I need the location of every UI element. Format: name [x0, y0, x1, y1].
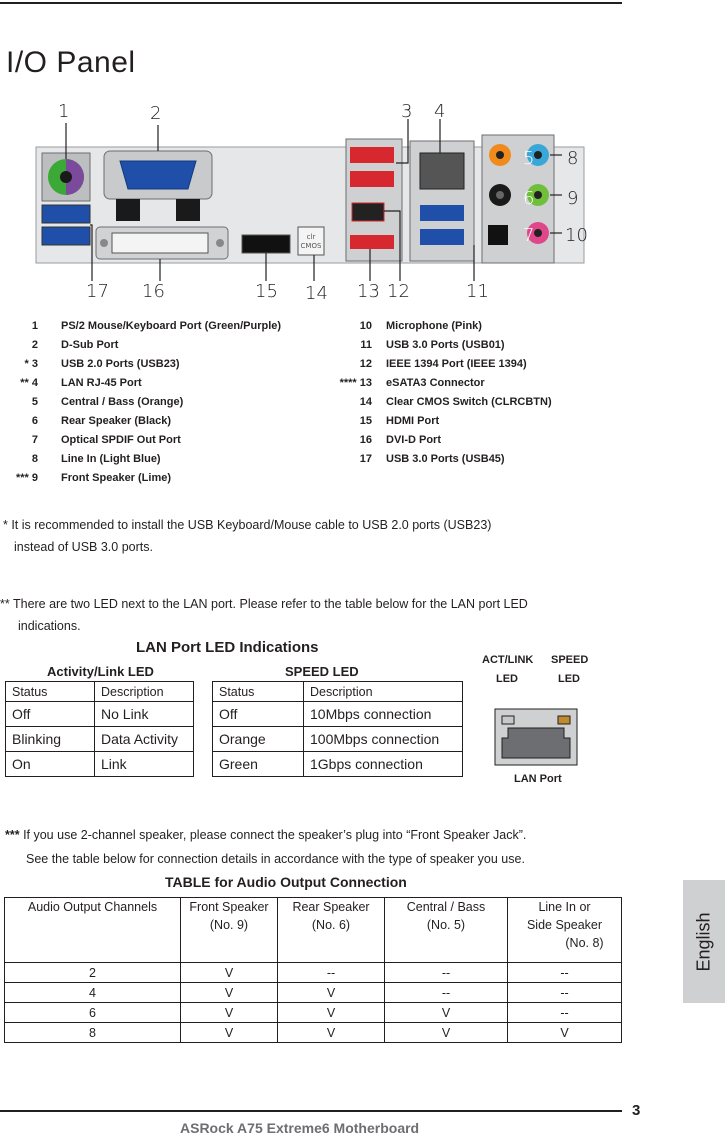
table-row: 2 V -- -- -- [5, 963, 622, 983]
act-led-label: LED [496, 673, 518, 685]
table-header: Audio Output Channels [5, 898, 181, 963]
activity-led-title: Activity/Link LED [47, 664, 154, 679]
note-usb-line1: * It is recommended to install the USB Keyboard/Mouse cable to USB 2.0 ports (USB23) [3, 518, 492, 532]
note-lan-line1: ** There are two LED next to the LAN port. Please refer to the table below for the LAN port LED [0, 597, 528, 611]
callout-6: 6 [523, 188, 535, 209]
act-led-light [502, 716, 514, 724]
top-rule [0, 2, 622, 4]
speed-led-title: SPEED LED [285, 664, 359, 679]
table-header: Status [6, 682, 95, 702]
callout-12: 12 [387, 281, 410, 302]
activity-led-table [5, 681, 194, 777]
speed-led-table [212, 681, 463, 777]
footer-rule [0, 1110, 622, 1112]
callout-3: 3 [401, 101, 413, 122]
hdmi-port [242, 235, 290, 253]
usb23-port-a [350, 147, 394, 163]
callout-2: 2 [150, 103, 162, 124]
dsub-port [120, 161, 196, 189]
usb45-port-a [42, 205, 90, 223]
callout-7: 7 [523, 225, 535, 246]
act-link-label: ACT/LINK [482, 654, 534, 666]
footer-text: ASRock A75 Extreme6 Motherboard [180, 1120, 420, 1136]
page-title: I/O Panel [6, 46, 136, 79]
table-header-row [5, 898, 622, 963]
spdif-port [488, 225, 508, 245]
speed-led-light [558, 716, 570, 724]
table-row: Off No Link [6, 702, 194, 727]
callout-4: 4 [434, 101, 446, 122]
esata-port [350, 235, 394, 249]
language-tab-label: English [693, 911, 714, 972]
callout-14: 14 [305, 283, 328, 304]
table-header: Rear Speaker (No. 6) [278, 898, 385, 963]
table-row: Orange 100Mbps connection [213, 727, 463, 752]
led-table-title: LAN Port LED Indications [136, 639, 319, 656]
audio-output-table [4, 897, 622, 1043]
page-number: 3 [632, 1102, 641, 1119]
ieee1394-port [352, 203, 384, 221]
lan-port-label: LAN Port [514, 773, 562, 785]
note-lan-line2: indications. [18, 619, 81, 633]
usb01-port-a [420, 205, 464, 221]
table-row: 8 V V V V [5, 1023, 622, 1043]
audio-table-title: TABLE for Audio Output Connection [165, 874, 407, 890]
lan-port [420, 153, 464, 189]
callout-1: 1 [58, 101, 70, 122]
table-row: Green 1Gbps connection [213, 752, 463, 777]
note-usb-line2: instead of USB 3.0 ports. [14, 540, 153, 554]
usb45-port-b [42, 227, 90, 245]
table-row: Off 10Mbps connection [213, 702, 463, 727]
table-header: Status [213, 682, 304, 702]
callout-17: 17 [86, 281, 109, 302]
speed-led-label: LED [558, 673, 580, 685]
table-header: Description [304, 682, 463, 702]
usb23-port-b [350, 171, 394, 187]
callout-11: 11 [466, 281, 489, 302]
parts-list: 1 PS/2 Mouse/Keyboard Port (Green/Purple) 2 D-Sub Port * 3 USB 2.0 Ports (USB23) ** 4 LAN RJ-45 Port 5 Central / Bass (Orange) 6 Rear Speaker (Black) 7 Optical SPDIF Out Port 8 Line In (Light Blue) *** 9 Front Speaker (Lime) 10 Microphone (Pink) 11 USB 3.0 Ports (USB01) 12 IEEE 1394 Port (IEEE 1394) **** 13 eSATA3 Connector 14 Clear CMOS Switch (CLRCBTN) 15 HDMI Port 16 DVI-D Port 17 USB 3.0 Ports (USB45) [15, 320, 552, 484]
table-row: Blinking Data Activity [6, 727, 194, 752]
table-row: 4 V V -- -- [5, 983, 622, 1003]
callout-10: 10 [565, 225, 588, 246]
callout-16: 16 [142, 281, 165, 302]
lan-port-diagram [494, 708, 580, 768]
table-row: 6 V V V -- [5, 1003, 622, 1023]
rj45-socket [502, 728, 570, 758]
callout-8: 8 [567, 148, 579, 169]
callout-15: 15 [255, 281, 278, 302]
svg-text:CMOS: CMOS [300, 242, 322, 250]
callout-5: 5 [523, 148, 535, 169]
table-header: Line In or Side Speaker (No. 8) [508, 898, 622, 963]
cmos-label-text: clr [306, 233, 316, 241]
table-header: Central / Bass (No. 5) [385, 898, 508, 963]
speed-label: SPEED [551, 654, 589, 666]
table-row: On Link [6, 752, 194, 777]
callout-13: 13 [357, 281, 380, 302]
note-speaker-line2: See the table below for connection details in accordance with the type of speaker you use. [26, 852, 525, 866]
note-speaker-line1: *** If you use 2-channel speaker, please connect the speaker’s plug into “Front Speaker Jack”. [5, 828, 527, 842]
clear-cmos-switch [298, 227, 324, 255]
table-header: Description [95, 682, 194, 702]
table-header: Front Speaker (No. 9) [181, 898, 278, 963]
usb01-port-b [420, 229, 464, 245]
callout-9: 9 [567, 188, 579, 209]
language-tab [683, 880, 725, 1003]
